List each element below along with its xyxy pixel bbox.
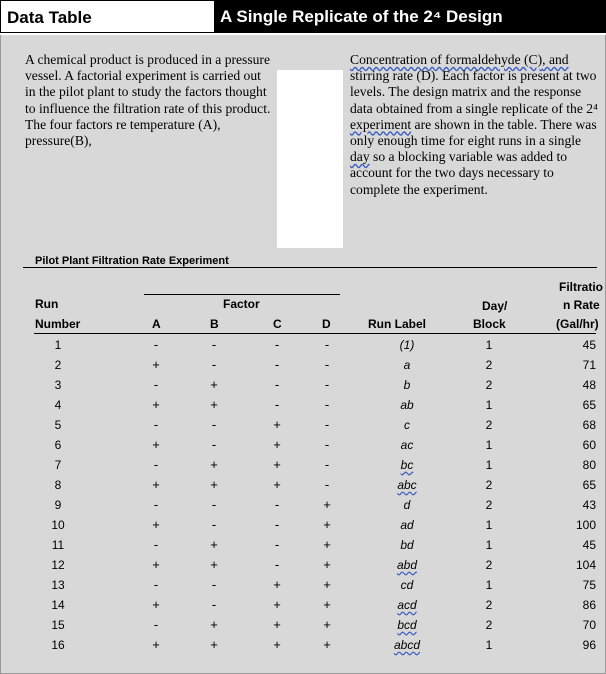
cell-b: - [211, 337, 217, 352]
cell-d: + [323, 617, 331, 632]
cell-day: 2 [485, 498, 493, 512]
cell-run: 8 [54, 478, 62, 492]
header-day: Day/ [482, 299, 508, 313]
cell-day: 1 [485, 338, 493, 352]
intro-right-text-2: are shown in the table. There was only enough time for eight runs in a single [350, 116, 597, 149]
cell-c: - [274, 377, 280, 392]
cell-day: 2 [485, 478, 493, 492]
header-c: C [273, 317, 282, 331]
cell-day: 2 [485, 418, 493, 432]
cell-label: abcd [393, 638, 421, 652]
cell-c: - [274, 357, 280, 372]
cell-label: ac [400, 438, 414, 452]
cell-rate: 104 [575, 558, 596, 572]
table-row [0, 455, 606, 475]
header-factor: Factor [223, 297, 260, 311]
cell-run: 16 [51, 638, 65, 652]
cell-label: abd [396, 558, 418, 572]
cell-rate: 68 [582, 418, 596, 432]
table-row [0, 575, 606, 595]
header-rate-top: Filtratio [559, 280, 603, 294]
cell-b: - [211, 577, 217, 592]
table-row [0, 435, 606, 455]
table-row [0, 475, 606, 495]
cell-b: + [210, 397, 218, 412]
cell-a: - [153, 457, 159, 472]
cell-run: 3 [54, 378, 62, 392]
cell-run: 7 [54, 458, 62, 472]
cell-a: + [152, 357, 160, 372]
title-divider [23, 267, 597, 268]
cell-day: 2 [485, 618, 493, 632]
cell-d: - [324, 357, 330, 372]
cell-a: + [152, 637, 160, 652]
cell-b: + [210, 617, 218, 632]
header-divider [34, 333, 596, 334]
header-d: D [322, 317, 331, 331]
cell-rate: 48 [582, 378, 596, 392]
cell-d: - [324, 397, 330, 412]
cell-a: - [153, 497, 159, 512]
table-row [0, 415, 606, 435]
cell-b: - [211, 437, 217, 452]
top-bar [0, 0, 606, 35]
cell-day: 2 [485, 358, 493, 372]
cell-rate: 65 [582, 398, 596, 412]
cell-b: + [210, 377, 218, 392]
cell-label: ad [400, 518, 414, 532]
cell-label: ab [400, 398, 414, 412]
cell-rate: 100 [575, 518, 596, 532]
cell-a: - [153, 337, 159, 352]
cell-rate: 80 [582, 458, 596, 472]
tab-design-title[interactable] [214, 0, 606, 33]
cell-rate: 45 [582, 338, 596, 352]
cell-c: + [273, 577, 281, 592]
tab-data-table-label: Data Table [7, 8, 92, 27]
cell-c: + [273, 437, 281, 452]
cell-d: - [324, 337, 330, 352]
cell-run: 1 [54, 338, 62, 352]
header-block: Block [473, 317, 506, 331]
cell-day: 2 [485, 598, 493, 612]
factor-underline [144, 294, 340, 295]
table-row [0, 555, 606, 575]
cell-c: + [273, 477, 281, 492]
cell-d: + [323, 557, 331, 572]
cell-day: 1 [485, 518, 493, 532]
cell-d: + [323, 517, 331, 532]
table-row [0, 515, 606, 535]
cell-rate: 65 [582, 478, 596, 492]
intro-right-paragraph [350, 52, 602, 198]
cell-b: + [210, 477, 218, 492]
cell-d: + [323, 497, 331, 512]
intro-right-text-3: so a blocking variable was added to account for the two days necessary to complete the experiment. [350, 149, 568, 197]
cell-label: bc [400, 458, 414, 472]
cell-run: 10 [51, 518, 65, 532]
tab-data-table[interactable] [0, 0, 214, 33]
header-a: A [152, 317, 161, 331]
cell-rate: 43 [582, 498, 596, 512]
tab-design-title-label: A Single Replicate of the 2⁴ Design [220, 7, 503, 26]
cell-c: - [274, 337, 280, 352]
cell-run: 4 [54, 398, 62, 412]
table-row [0, 355, 606, 375]
cell-b: - [211, 517, 217, 532]
cell-rate: 45 [582, 538, 596, 552]
cell-rate: 70 [582, 618, 596, 632]
cell-label: c [404, 418, 410, 432]
cell-a: - [153, 377, 159, 392]
spellcheck-experiment: experiment [350, 116, 412, 132]
table-title: Pilot Plant Filtration Rate Experiment [35, 255, 229, 267]
cell-run: 5 [54, 418, 62, 432]
cell-day: 1 [485, 638, 493, 652]
header-rate-mid: n Rate [563, 298, 600, 312]
cell-c: - [274, 557, 280, 572]
cell-label: bd [400, 538, 414, 552]
cell-run: 12 [51, 558, 65, 572]
cell-a: - [153, 537, 159, 552]
cell-run: 15 [51, 618, 65, 632]
cell-b: - [211, 357, 217, 372]
cell-label: d [403, 498, 411, 512]
header-run: Run [35, 297, 59, 311]
cell-run: 2 [54, 358, 62, 372]
intro-gap [277, 70, 343, 248]
cell-day: 1 [485, 538, 493, 552]
cell-d: - [324, 437, 330, 452]
cell-c: + [273, 597, 281, 612]
cell-b: - [211, 417, 217, 432]
cell-c: - [274, 517, 280, 532]
spellcheck-concentration: Concentration of formaldehyde (C) [350, 52, 543, 67]
cell-run: 11 [51, 538, 65, 552]
cell-c: + [273, 457, 281, 472]
cell-a: + [152, 597, 160, 612]
cell-b: + [210, 457, 218, 472]
cell-d: + [323, 577, 331, 592]
cell-b: - [211, 597, 217, 612]
cell-label: bcd [397, 618, 417, 632]
spellcheck-day: day [350, 149, 370, 165]
cell-label: b [403, 378, 411, 392]
cell-day: 1 [485, 578, 493, 592]
header-b: B [210, 317, 219, 331]
cell-d: - [324, 377, 330, 392]
cell-a: + [152, 397, 160, 412]
table-row [0, 335, 606, 355]
cell-c: - [274, 537, 280, 552]
cell-d: - [324, 477, 330, 492]
cell-day: 1 [485, 438, 493, 452]
cell-a: - [153, 577, 159, 592]
cell-a: + [152, 437, 160, 452]
cell-a: - [153, 417, 159, 432]
cell-label: acd [397, 598, 417, 612]
header-rate-bottom: (Gal/hr) [556, 317, 599, 331]
table-row [0, 375, 606, 395]
cell-label: (1) [399, 338, 415, 352]
cell-label: a [403, 358, 411, 372]
cell-b: + [210, 537, 218, 552]
cell-run: 13 [51, 578, 65, 592]
cell-day: 2 [485, 378, 493, 392]
cell-day: 1 [485, 458, 493, 472]
cell-c: + [273, 637, 281, 652]
cell-label: abc [397, 478, 417, 492]
cell-d: - [324, 457, 330, 472]
intro-left-paragraph: A chemical product is produced in a pressure vessel. A factorial experiment is carried out in the pilot plant to study the factors thought to influence the filtration rate of this product. The four factors re temperature (A), pressure(B), [25, 52, 271, 149]
cell-a: + [152, 557, 160, 572]
cell-a: - [153, 617, 159, 632]
spellcheck-and: , and [542, 52, 569, 67]
cell-run: 9 [54, 498, 62, 512]
cell-rate: 71 [582, 358, 596, 372]
table-row [0, 635, 606, 655]
table-row [0, 615, 606, 635]
table-row [0, 395, 606, 415]
cell-c: + [273, 617, 281, 632]
cell-d: + [323, 637, 331, 652]
table-row [0, 595, 606, 615]
cell-d: - [324, 417, 330, 432]
cell-b: + [210, 637, 218, 652]
cell-a: + [152, 517, 160, 532]
intro-right-text-1: stirring rate (D). Each factor is present at two levels. The design matrix and the response data obtained from a single replicate of the 2⁴ [350, 68, 598, 116]
table-row [0, 495, 606, 515]
cell-run: 14 [51, 598, 65, 612]
table-row [0, 535, 606, 555]
cell-d: + [323, 597, 331, 612]
cell-c: - [274, 397, 280, 412]
cell-rate: 60 [582, 438, 596, 452]
header-number: Number [35, 317, 81, 331]
cell-d: + [323, 537, 331, 552]
cell-rate: 96 [582, 638, 596, 652]
cell-a: + [152, 477, 160, 492]
cell-b: - [211, 497, 217, 512]
cell-c: + [273, 417, 281, 432]
header-run-label: Run Label [368, 317, 427, 331]
cell-day: 1 [485, 398, 493, 412]
cell-c: - [274, 497, 280, 512]
cell-b: + [210, 557, 218, 572]
cell-rate: 86 [582, 598, 596, 612]
cell-run: 6 [54, 438, 62, 452]
cell-day: 2 [485, 558, 493, 572]
cell-rate: 75 [582, 578, 596, 592]
cell-label: cd [400, 578, 414, 592]
